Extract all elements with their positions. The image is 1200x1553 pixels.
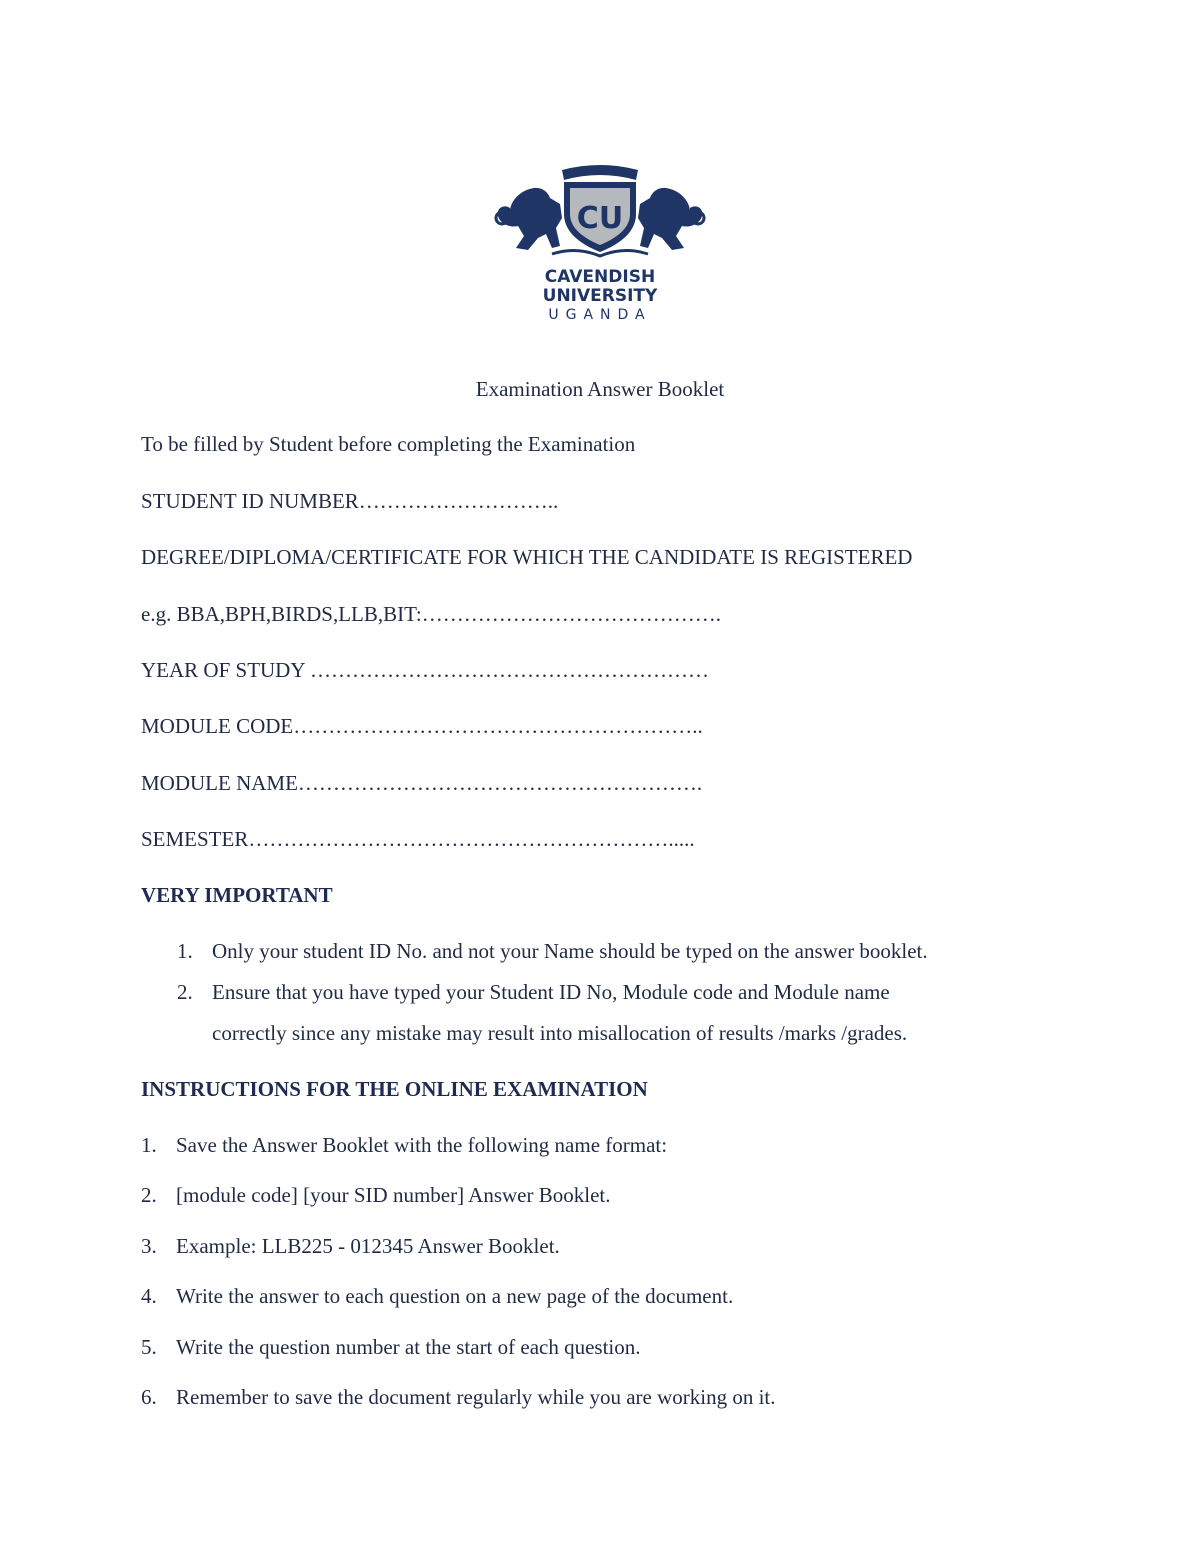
important-item-text: Only your student ID No. and not your Name should be typed on the answer booklet. — [212, 939, 928, 963]
university-logo — [490, 158, 710, 328]
instructions-heading: INSTRUCTIONS FOR THE ONLINE EXAMINATION — [141, 1077, 648, 1101]
instruction-text: Remember to save the document regularly while you are working on it. — [176, 1385, 776, 1409]
important-item-continuation: correctly since any mistake may result into misallocation of results /marks /grades. — [212, 1021, 908, 1045]
important-item-number: 2. — [177, 980, 193, 1004]
instruction-number: 3. — [141, 1234, 157, 1258]
logo-name-line3: UGANDA — [548, 307, 652, 323]
left-lion-icon — [496, 188, 562, 250]
instruction-number: 1. — [141, 1133, 157, 1157]
field-year-of-study: YEAR OF STUDY ………………………………………………… — [141, 658, 709, 682]
right-lion-icon — [638, 188, 704, 250]
field-degree-example: e.g. BBA,BPH,BIRDS,LLB,BIT:……………………………………. — [141, 602, 721, 626]
instruction-text: Save the Answer Booklet with the following name format: — [176, 1133, 668, 1157]
field-semester: SEMESTER……………………………………………………..... — [141, 827, 695, 851]
field-degree: DEGREE/DIPLOMA/CERTIFICATE FOR WHICH THE CANDIDATE IS REGISTERED — [141, 545, 913, 569]
important-heading: VERY IMPORTANT — [141, 883, 333, 907]
instruction-text: [module code] [your SID number] Answer Booklet. — [176, 1183, 611, 1207]
intro-text: To be filled by Student before completing the Examination — [141, 432, 636, 456]
shield-icon — [564, 182, 636, 252]
instruction-number: 2. — [141, 1183, 157, 1207]
instruction-number: 6. — [141, 1385, 157, 1409]
logo-name-line1: CAVENDISH — [544, 267, 656, 287]
logo-name-line2: UNIVERSITY — [542, 286, 658, 306]
important-item-number: 1. — [177, 939, 193, 963]
motto-banner — [562, 165, 638, 180]
instruction-text: Example: LLB225 - 012345 Answer Booklet. — [176, 1234, 560, 1258]
instruction-number: 5. — [141, 1335, 157, 1359]
field-module-code: MODULE CODE………………………………………………….. — [141, 714, 703, 738]
instruction-number: 4. — [141, 1284, 157, 1308]
document-title: Examination Answer Booklet — [475, 377, 725, 401]
field-module-name: MODULE NAME…………………………………………………. — [141, 771, 703, 795]
instruction-text: Write the question number at the start of each question. — [176, 1335, 641, 1359]
instruction-text: Write the answer to each question on a new page of the document. — [176, 1284, 734, 1308]
crest-letters: CU — [576, 201, 624, 236]
important-item-text: Ensure that you have typed your Student ID No, Module code and Module name — [212, 980, 890, 1004]
field-student-id: STUDENT ID NUMBER……………………….. — [141, 489, 559, 513]
